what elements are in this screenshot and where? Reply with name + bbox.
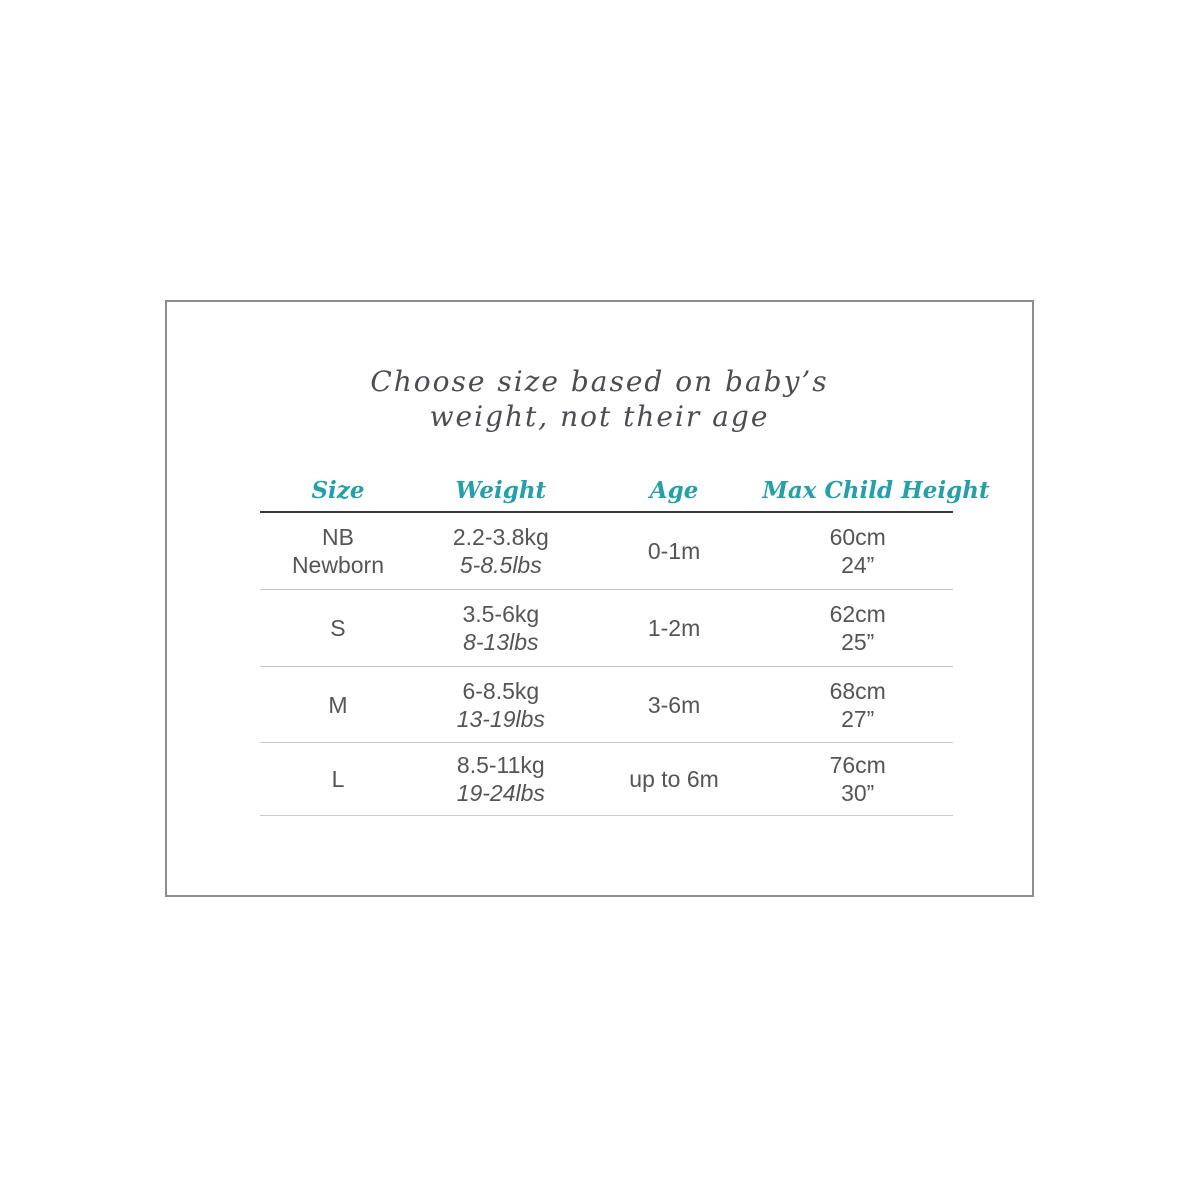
cell-weight xyxy=(416,523,586,579)
header-max-child-height: Max Child Height xyxy=(762,477,990,504)
weight-metric: 3.5-6kg xyxy=(462,601,540,627)
height-metric: 62cm xyxy=(829,601,886,627)
cell-size xyxy=(260,523,416,579)
header-weight: Weight xyxy=(455,477,547,504)
height-imperial: 25” xyxy=(841,629,875,655)
chart-title-line-2: weight, not their age xyxy=(429,400,770,433)
weight-imperial: 8-13lbs xyxy=(463,629,539,655)
header-age: Age xyxy=(649,477,699,504)
height-imperial: 24” xyxy=(841,552,875,578)
height-imperial: 27” xyxy=(841,705,875,732)
weight-metric: 8.5-11kg xyxy=(456,752,545,778)
cell-age: 3-6m xyxy=(647,691,701,718)
header-size: Size xyxy=(311,477,365,504)
cell-age: 1-2m xyxy=(647,615,701,641)
cell-weight xyxy=(416,751,586,807)
size-table xyxy=(260,470,990,816)
weight-imperial: 19-24lbs xyxy=(456,780,545,806)
cell-size xyxy=(260,765,416,793)
cell-weight xyxy=(416,677,586,733)
chart-title xyxy=(167,364,1032,434)
cell-weight xyxy=(416,600,586,656)
weight-metric: 6-8.5kg xyxy=(462,677,540,704)
table-row-l xyxy=(260,743,953,816)
weight-metric: 2.2-3.8kg xyxy=(452,524,549,550)
table-row-m xyxy=(260,667,953,743)
chart-title-line-1: Choose size based on baby’s xyxy=(370,365,829,398)
height-metric: 76cm xyxy=(829,752,886,778)
table-row-nb xyxy=(260,513,953,590)
cell-height xyxy=(762,523,953,579)
height-metric: 68cm xyxy=(829,677,886,704)
cell-size xyxy=(260,614,416,642)
cell-age: 0-1m xyxy=(647,538,701,564)
cell-age: up to 6m xyxy=(629,766,719,792)
cell-height xyxy=(762,600,953,656)
size-chart-card xyxy=(165,300,1034,897)
weight-imperial: 13-19lbs xyxy=(456,705,545,732)
size-code: S xyxy=(330,615,346,641)
cell-height xyxy=(762,751,953,807)
height-metric: 60cm xyxy=(829,524,886,550)
weight-imperial: 5-8.5lbs xyxy=(459,552,542,578)
height-imperial: 30” xyxy=(841,780,875,806)
size-label: Newborn xyxy=(291,552,384,578)
cell-size xyxy=(260,691,416,719)
size-code: M xyxy=(328,691,348,718)
table-row-s xyxy=(260,590,953,667)
cell-height xyxy=(762,677,953,733)
table-header-row xyxy=(260,470,990,513)
size-code: L xyxy=(331,766,345,792)
size-code: NB xyxy=(321,524,354,550)
